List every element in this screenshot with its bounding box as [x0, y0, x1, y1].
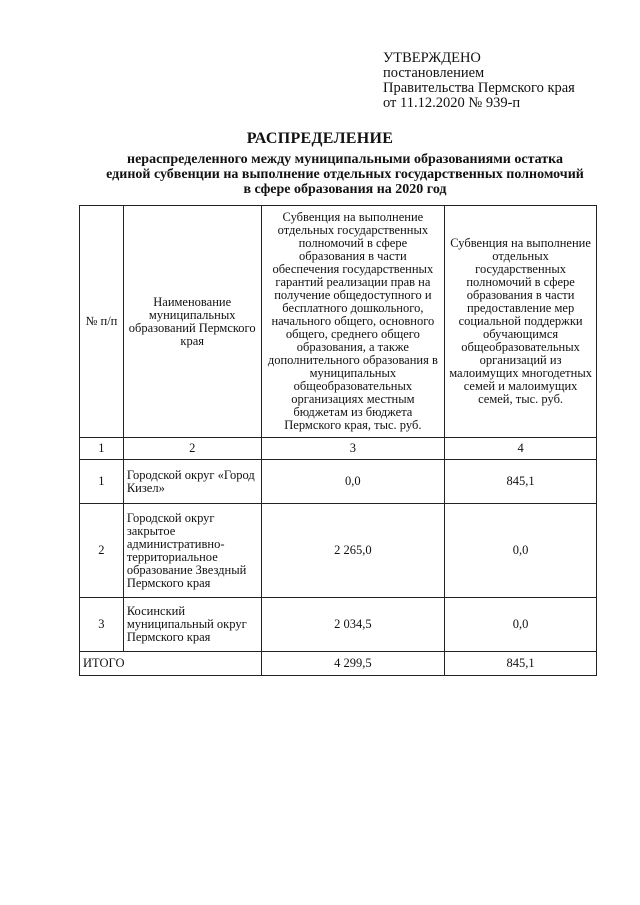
table-total-row — [80, 652, 597, 676]
numbering-cell: 4 — [445, 438, 597, 460]
row-number: 2 — [80, 504, 124, 598]
table-header-row — [80, 206, 597, 438]
table-row — [80, 598, 597, 652]
header-subvention-social: Субвенция на выполнение отдельных государственных полномочий в сфере образования в части предоставление мер социальной поддержки обучающимся общеобразовательных организаций из малоимущих многодетных семей и малоимущих семей, тыс. руб. — [445, 206, 597, 438]
table-row — [80, 460, 597, 504]
row-number: 3 — [80, 598, 124, 652]
numbering-cell: 1 — [80, 438, 124, 460]
row-subvention-education: 0,0 — [261, 460, 445, 504]
row-subvention-social: 0,0 — [445, 504, 597, 598]
row-municipality: Городской округ закрытое административно-территориальное образование Звездный Пермского края — [123, 504, 261, 598]
document-title: РАСПРЕДЕЛЕНИЕ — [246, 130, 394, 147]
row-number: 1 — [80, 460, 124, 504]
row-subvention-social: 0,0 — [445, 598, 597, 652]
approval-line-1: УТВЕРЖДЕНО — [383, 50, 481, 66]
table-numbering-row — [80, 438, 597, 460]
header-number: № п/п — [80, 206, 124, 438]
header-municipality: Наименование муниципальных образований Пермского края — [123, 206, 261, 438]
numbering-cell: 3 — [261, 438, 445, 460]
total-subvention-education: 4 299,5 — [261, 652, 445, 676]
distribution-table — [79, 205, 597, 676]
row-subvention-social: 845,1 — [445, 460, 597, 504]
header-subvention-education: Субвенция на выполнение отдельных государственных полномочий в сфере образования в части обеспечения государственных гарантий реализации прав на получение общедоступного и бесплатного дошкольного, начального общего, основного общего, среднего общего образования, а также дополнительного образования в муниципальных общеобразовательных организациях местным бюджетам из бюджета Пермского края, тыс. руб. — [261, 206, 445, 438]
subtitle-line-3: в сфере образования на 2020 год — [243, 182, 447, 197]
subtitle-line-1: нераспределенного между муниципальными образованиями остатка — [127, 152, 563, 167]
subtitle-line-2: единой субвенции на выполнение отдельных государственных полномочий — [106, 167, 584, 182]
row-subvention-education: 2 265,0 — [261, 504, 445, 598]
approval-line-2: постановлением — [383, 65, 485, 81]
document-subtitle — [90, 152, 600, 197]
row-subvention-education: 2 034,5 — [261, 598, 445, 652]
numbering-cell: 2 — [123, 438, 261, 460]
row-municipality: Городской округ «Город Кизел» — [123, 460, 261, 504]
approval-line-4: от 11.12.2020 № 939-п — [383, 95, 521, 111]
row-municipality: Косинский муниципальный округ Пермского края — [123, 598, 261, 652]
total-label: ИТОГО — [80, 652, 262, 676]
approval-stamp — [383, 51, 575, 111]
table-row — [80, 504, 597, 598]
total-subvention-social: 845,1 — [445, 652, 597, 676]
approval-line-3: Правительства Пермского края — [383, 80, 575, 96]
